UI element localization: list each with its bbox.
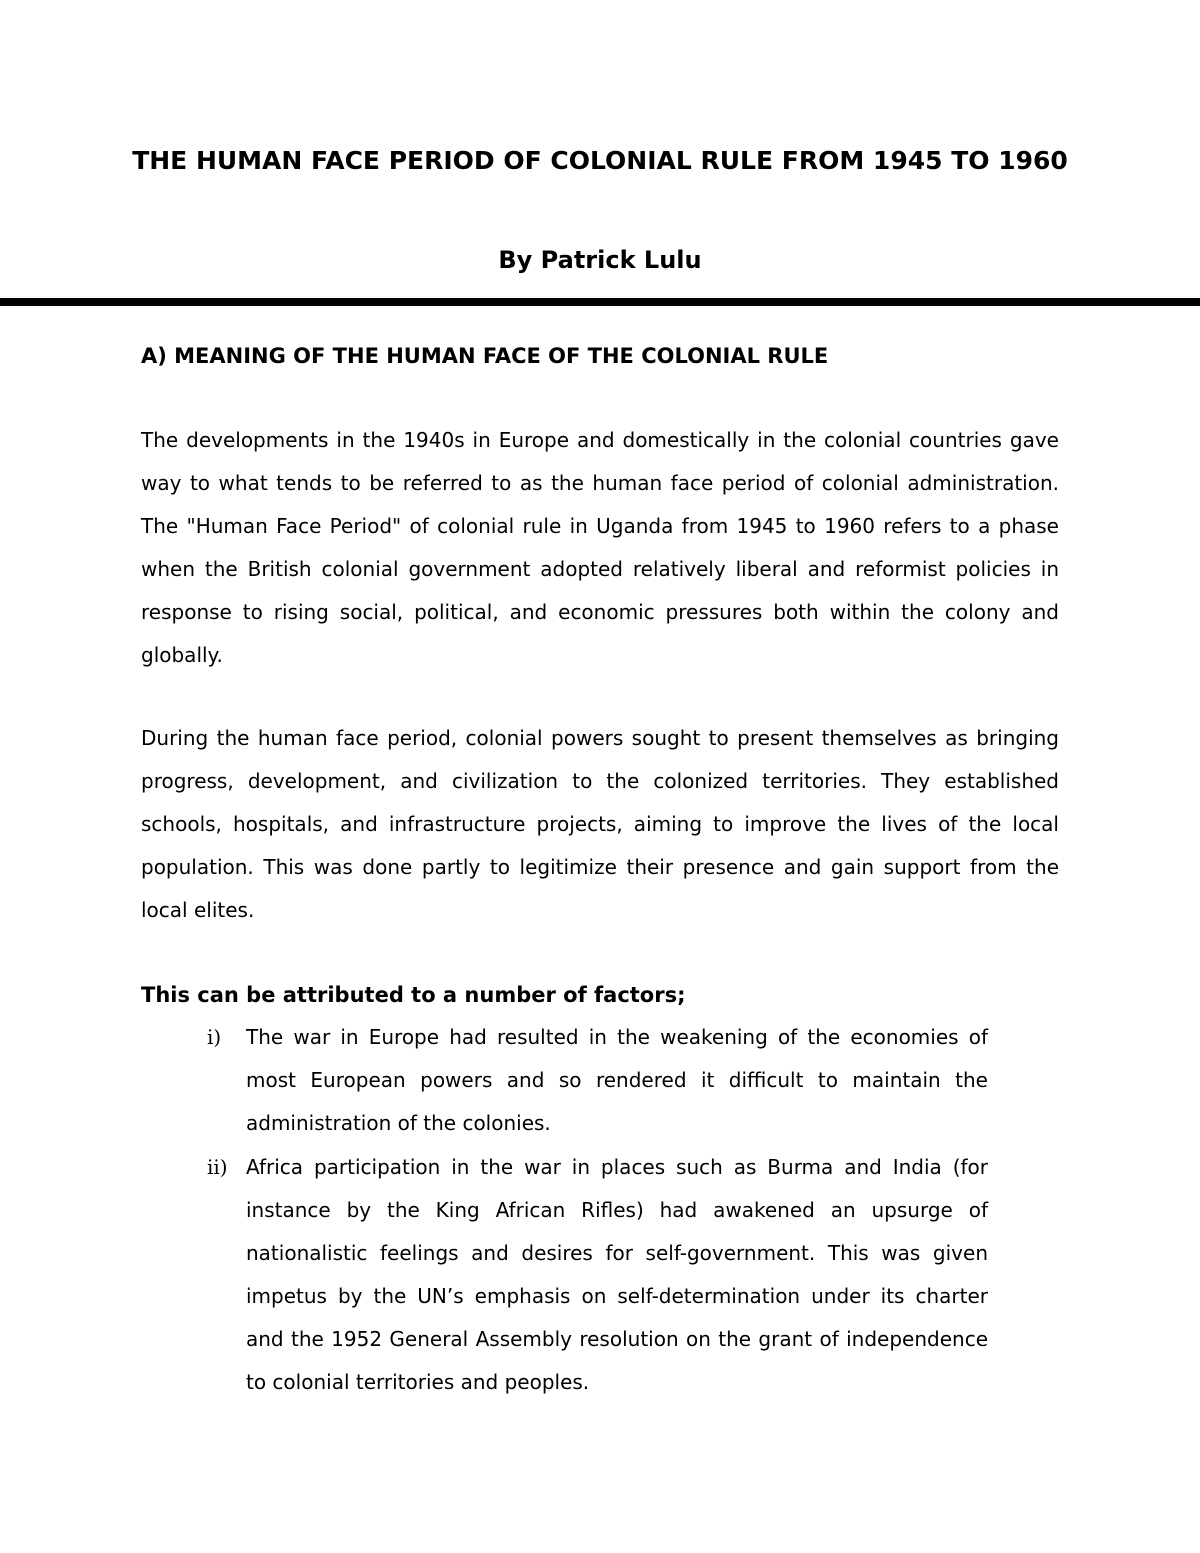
document-title: THE HUMAN FACE PERIOD OF COLONIAL RULE FROM 1945 TO 1960 <box>132 146 1068 175</box>
section-heading: A) MEANING OF THE HUMAN FACE OF THE COLONIAL RULE <box>141 344 829 368</box>
factor-text: Africa participation in the war in places such as Burma and India (for instance by the King African Rifles) had awakened an upsurge of nationalistic feelings and desires for self-government. This was given impetus by the UN’s emphasis on self-determination under its charter and the 1952 General Assembly resolution on the grant of independence to colonial territories and peoples. <box>246 1155 988 1394</box>
list-numeral: i) <box>207 1025 222 1049</box>
factors-heading: This can be attributed to a number of factors; <box>141 983 686 1007</box>
document-author: By Patrick Lulu <box>498 246 702 274</box>
paragraph-meaning: The developments in the 1940s in Europe and domestically in the colonial countries gave way to what tends to be referred to as the human face period of colonial administration. The "Human Face Period" of colonial rule in Uganda from 1945 to 1960 refers to a phase when the British colonial government adopted relatively liberal and reformist policies in response to rising social, political, and economic pressures both within the colony and globally. <box>141 428 1059 667</box>
factor-text: The war in Europe had resulted in the weakening of the economies of most European powers and so rendered it difficult to maintain the administration of the colonies. <box>246 1025 988 1135</box>
paragraph-human-face-period: During the human face period, colonial powers sought to present themselves as bringing progress, development, and civilization to the colonized territories. They established schools, hospitals, and infrastructure projects, aiming to improve the lives of the local population. This was done partly to legitimize their presence and gain support from the local elites. <box>141 726 1059 922</box>
horizontal-rule-divider <box>0 298 1200 306</box>
list-numeral: ii) <box>207 1155 228 1179</box>
